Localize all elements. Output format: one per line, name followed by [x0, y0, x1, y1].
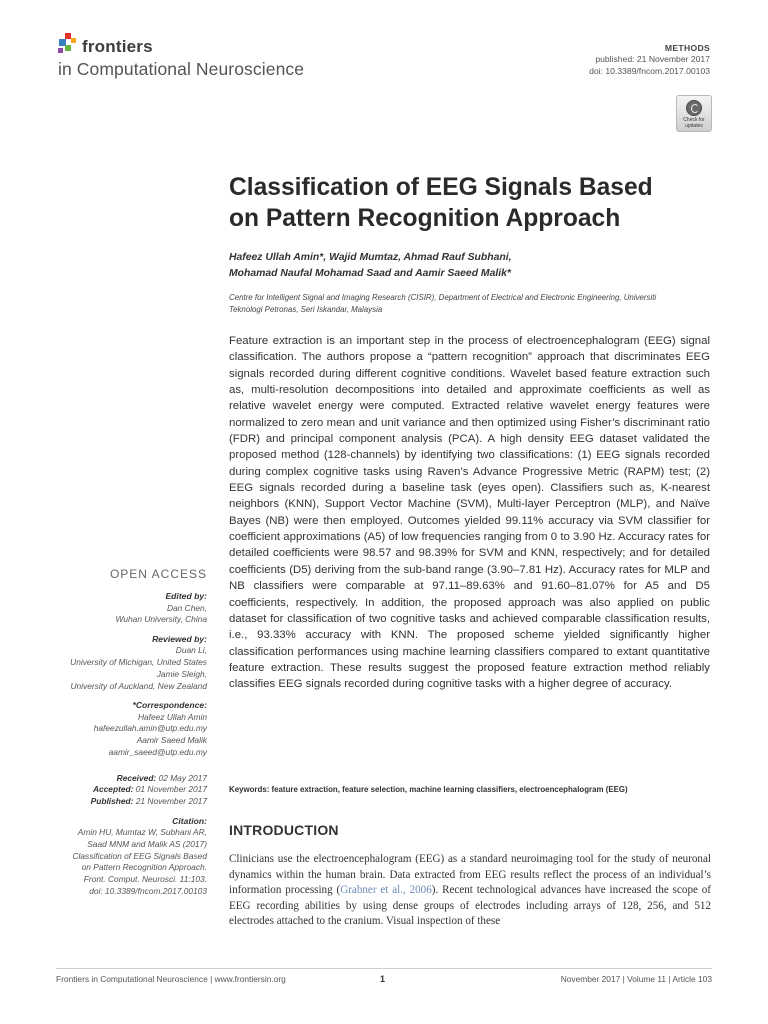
journal-name: in Computational Neuroscience — [58, 59, 305, 79]
published-date: published: 21 November 2017 — [595, 54, 710, 65]
editor-line: Wuhan University, China — [115, 614, 207, 625]
reviewer-line: University of Michigan, United States — [70, 657, 207, 668]
reviewer-line[interactable]: Duan Li, — [175, 645, 207, 656]
correspondence-email[interactable]: aamir_saeed@utp.edu.my — [108, 746, 207, 757]
intro-text-part: Clinicians use the electroencephalogram (EEG) as a standard neuroimaging tool for the study of neuronal dynamics within the human brain. Data extracted from EEG results reflect the process of an individual’s information processing ( — [229, 853, 711, 897]
keywords: Keywords: feature extraction, feature selection, machine learning classifiers, electroencephalogram (EEG) — [229, 785, 628, 794]
published-date-sidebar — [56, 796, 207, 808]
authors-line[interactable]: Mohamad Naufal Mohamad Saad and Aamir Saeed Malik* — [229, 267, 511, 279]
received-date — [56, 773, 207, 785]
frontiers-logo-icon — [56, 33, 78, 57]
article-meta — [589, 43, 710, 77]
reviewed-by-label: Reviewed by: — [152, 633, 207, 644]
introduction-text — [229, 852, 711, 930]
citation-line: Classification of EEG Signals Based — [72, 850, 207, 861]
correspondence-email[interactable]: hafeezullah.amin@utp.edu.my — [93, 723, 207, 734]
title-line: Classification of EEG Signals Based — [229, 174, 653, 201]
article-type: METHODS — [664, 43, 710, 53]
editor-line[interactable]: Dan Chen, — [166, 602, 207, 613]
accepted-value: 01 November 2017 — [135, 784, 207, 795]
citation-line: Front. Comput. Neurosci. 11:103. — [83, 873, 207, 884]
citation-line: Saad MNM and Malik AS (2017) — [87, 838, 207, 849]
reviewer-line[interactable]: Jamie Sleigh, — [156, 668, 207, 679]
correspondence-label: *Correspondence: — [132, 700, 207, 711]
sidebar — [56, 567, 207, 897]
abstract: Feature extraction is an important step in the process of electroencephalogram (EEG) signal classification. The authors propose a “pattern recognition” approach that discriminates EEG signals recorded during different cognitive conditions. Wavelet based feature extraction such as, multi-resolution decompositions into detailed and approximate coefficients as well as relative wavelet energy were computed. Extracted relative wavelet energy features were normalized to zero mean and unit variance and then optimized using Fisher’s discriminant ratio (FDR) and principal component analysis (PCA). A high density EEG dataset validated the proposed method (128-channels) by identifying two classifications: (1) EEG signals recorded during complex cognitive tasks using Raven’s Advance Progressive Metric (RAPM) test; (2) EEG signals recorded during a baseline task (eyes open). Classifiers such as, K-nearest neighbors (KNN), Support Vector Machine (SVM), Multi-layer Perceptron (MLP), and Naïve Bayes (NB) were then employed. Outcomes yielded 99.11% accuracy via SVM classifier for coefficient approximations (A5) of low frequencies ranging from 0 to 3.90 Hz. Accuracy rates for detailed coefficients were 98.57 and 98.39% for SVM and KNN, respectively; and for detailed coefficients (D5) deriving from the sub-band range (3.90–7.81 Hz). Accuracy rates for MLP and NB classifiers were comparable at 97.11–89.63% and 91.60–81.07% for A5 and D5 coefficients, respectively. In addition, the proposed approach was also applied on public dataset for classification of two cognitive tasks and achieved comparable classification results, i.e., 93.33% accuracy with KNN. The proposed scheme yielded significantly higher classification performances using machine learning classifiers compared to extant quantitative feature extraction. These results suggest the proposed feature extraction method reliably classifies EEG signals recorded during cognitive tasks with a higher degree of accuracy. — [229, 335, 710, 691]
affiliation — [229, 292, 709, 315]
received-value: 02 May 2017 — [158, 772, 207, 783]
authors-line[interactable]: Hafeez Ullah Amin*, Wajid Mumtaz, Ahmad Rauf Subhani, — [229, 252, 512, 263]
check-for-updates-button[interactable] — [676, 95, 712, 132]
reviewer-line: University of Auckland, New Zealand — [70, 680, 207, 691]
refresh-icon — [686, 100, 702, 116]
published-label: Published: — [90, 795, 134, 806]
page-number: 1 — [380, 974, 386, 984]
accepted-date — [56, 784, 207, 796]
published-value: 21 November 2017 — [135, 795, 207, 806]
brand-name[interactable]: frontiers — [82, 37, 153, 56]
correspondence-line: Hafeez Ullah Amin — [137, 711, 207, 722]
section-heading-introduction: INTRODUCTION — [229, 822, 339, 838]
accepted-label: Accepted: — [92, 784, 134, 795]
edited-by-label: Edited by: — [165, 591, 207, 601]
citation-line: on Pattern Recognition Approach. — [81, 862, 207, 873]
received-label: Received: — [116, 772, 157, 783]
title-line: on Pattern Recognition Approach — [229, 205, 621, 232]
citation-link[interactable]: Grabner et al., 2006 — [340, 884, 432, 897]
citation-doi[interactable]: doi: 10.3389/fncom.2017.00103 — [89, 885, 207, 896]
intro-text-part: ). Recent technological advances have increased the scope of EEG recording abilities by using dense groups of electrodes including arrays of 128, 256, and 512 electrodes attached to the cranium. Visual inspection of these — [229, 884, 711, 928]
affiliation-line: Teknologi Petronas, Seri Iskandar, Malaysia — [229, 304, 383, 314]
footer-divider — [56, 968, 712, 969]
authors — [229, 250, 709, 281]
badge-line-2: updates — [685, 122, 703, 129]
open-access-label: OPEN ACCESS — [109, 567, 207, 581]
citation-line: Amin HU, Mumtaz W, Subhani AR, — [77, 827, 207, 838]
doi[interactable]: doi: 10.3389/fncom.2017.00103 — [589, 65, 710, 76]
correspondence-line: Aamir Saeed Malik — [136, 735, 207, 746]
citation-label: Citation: — [172, 815, 207, 826]
footer-issue-info: November 2017 | Volume 11 | Article 103 — [560, 974, 712, 984]
footer-journal-link[interactable]: Frontiers in Computational Neuroscience | www.frontiersin.org — [56, 974, 286, 984]
affiliation-line: Centre for Intelligent Signal and Imaging Research (CISIR), Department of Electrical and Electronic Engineering, Universiti — [229, 293, 657, 302]
badge-line-1: Check for — [683, 117, 705, 123]
article-title — [229, 172, 709, 234]
